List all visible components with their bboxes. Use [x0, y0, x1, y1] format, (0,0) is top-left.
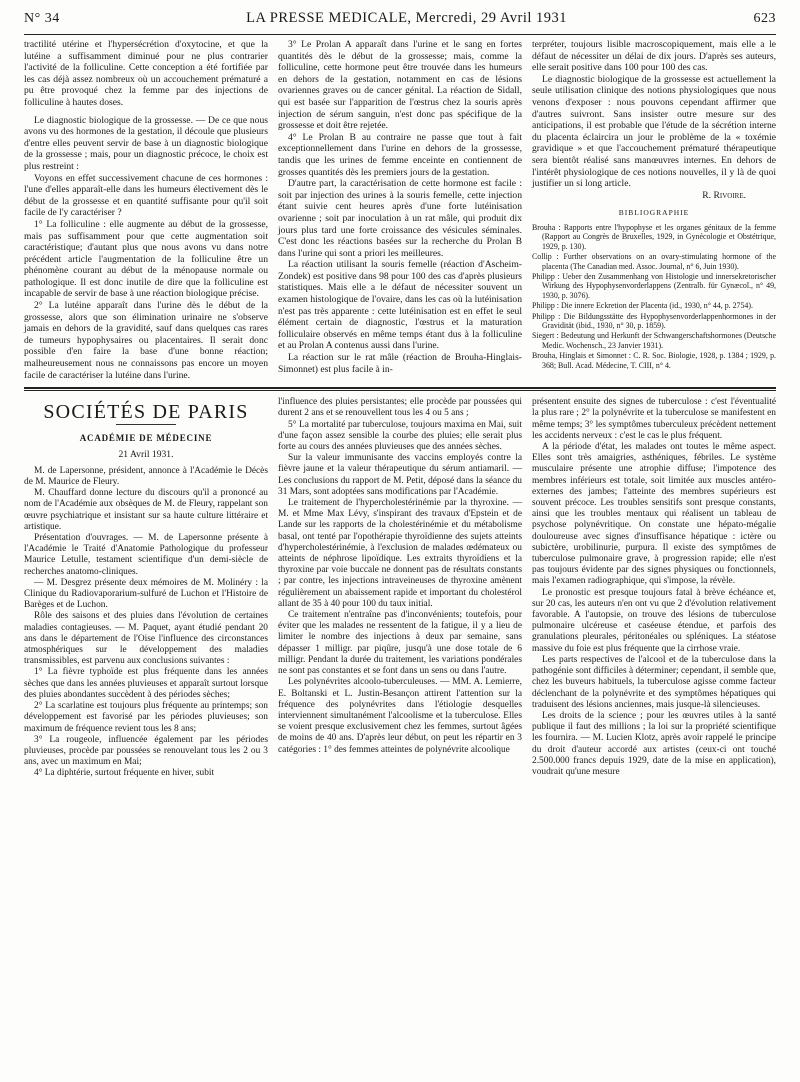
bibliography-entry: Philipp : Die Bildungsstätte des Hypophysenvorderlappenhormones in der Gravidität (ibid., 1930, n° 30, p. 1859).	[532, 311, 776, 330]
section-divider	[24, 387, 776, 391]
paragraph: Le traitement de l'hypercholestérinémie par la thyroxine. — M. et Mme Max Lévy, s'inspirant des travaux d'Epstein et de Lande sur les rapports de la cholestérinémie et du métabolisme basal, ont tenté par l'opothérapie thyroïdienne des sujets atteints d'hypercholestérinémie, à l'exclusion de malades œdémateux ou atteints de néphrose lipoïdique. Les extraits thyroïdiens et la thyroxine par voie buccale ne donnent pas de résultats constants ; par contre, les injections intraveineuses de thyroxine amènent régulièrement un abaissement rapide et important du cholestérol allant de 35 à 40 pour 100 du taux initial.	[278, 498, 522, 609]
society-columns	[24, 397, 776, 779]
title-rule	[116, 424, 176, 425]
session-date: 21 Avril 1931.	[118, 448, 174, 460]
paragraph: l'influence des pluies persistantes; elle procède par poussées qui durent 2 ans et se renouvellent tous les 4 ou 5 ans ;	[278, 397, 522, 419]
bibliography-entry: Brouha : Rapports entre l'hypophyse et les organes génitaux de la femme (Rapport au Congrès de Bruxelles, 1929, in Gynécologie et Obstétrique, 1929, p. 130).	[532, 222, 776, 251]
paragraph: tractilité utérine et l'hypersécrétion d'oxytocine, et que la lutéine a suffisamment diminué pour ne plus contrarier l'activité de la folliculine. Cette conception a été fortifiée par les cas déjà assez nombreux où un accouchement prématuré a pu être provoqué chez la femme par des injections de folliculine à hautes doses.	[24, 39, 268, 108]
journal-title-line	[246, 10, 567, 27]
header-rule	[24, 34, 776, 35]
society-column-1	[24, 397, 268, 779]
paragraph: 3° La rougeole, influencée également par les périodes pluvieuses, procède par poussées se renouvelant tous les 2 ou 3 ans, avec un maximum en Mai;	[24, 734, 268, 768]
article-column-2	[278, 39, 522, 381]
page-number: 623	[753, 11, 776, 26]
paragraph: Les polynévrites alcoolo-tuberculeuses. — MM. A. Lemierre, E. Boltanski et L. Justin-Besançon attirent l'attention sur la fréquence des polynévrites dans l'étiologie desquelles interviennent simultanément l'alcoolisme et la tuberculose. Elles se voient presque exclusivement chez les femmes, surtout âgées de moins de 40 ans. D'après leur début, on peut les répartir en 3 catégories : 1° des femmes atteintes de polynévrite alcoolique	[278, 677, 522, 755]
author-signature: R. Rivoire.	[702, 189, 746, 201]
paragraph: M. Chauffard donne lecture du discours qu'il a prononcé au nom de l'Académie aux obsèques de M. de Fleury, rappelant son œuvre psychiatrique et insistant sur sa haute culture littéraire et artistique.	[24, 488, 268, 532]
bibliography-entry: Philipp : Ueber den Zusammenhang von Histologie und innersekretorischer Wirkung des Hypophysenvorderlappens (Zentralb. für Gynæcol., n° 49, 1930, p. 3076).	[532, 271, 776, 300]
paragraph: Le diagnostic biologique de la grossesse est actuellement la seule utilisation clinique des notions physiologiques que nous venons d'exposer : nous pouvons cependant affirmer que d'autres suivront. Sans insister outre mesure sur des anticipations, il est probable que l'étude de la sécrétion interne du placenta éclaircira un jour le problème de la « toxémie gravidique » et que l'accouchement prématuré thérapeutique sera bientôt réalisé sans manœuvres internes. En dehors de l'intérêt physiologique de ces notions nouvelles, il y là de quoi justifier un si long article.	[532, 73, 776, 190]
paragraph-diagnostic: Le diagnostic biologique de la grossesse. — De ce que nous avons vu des hormones de la gestation, il découle que plusieurs d'entre elles peuvent servir de base à un diagnostic biologique de la grossesse ; mais, pour un diagnostic précoce, le choix est plus restreint :	[24, 114, 268, 172]
paragraph: présentent ensuite des signes de tuberculose : c'est l'éventualité la plus rare ; 2° la polynévrite et la tuberculose se manifestent en même temps; 3° les symptômes tuberculeux précèdent nettement les accidents nerveux : c'est le cas le plus fréquent.	[532, 397, 776, 441]
society-column-2	[278, 397, 522, 779]
paragraph: 4° Le Prolan B au contraire ne passe que tout à fait exceptionnellement dans l'urine en dehors de la grossesse, tandis que les urines de femme enceinte en contiennent de grosses quantités dès les premiers jours de la gestation.	[278, 131, 522, 178]
paragraph: A la période d'état, les malades ont toutes le même aspect. Elles sont très amaigries, asthéniques, fébriles. Le système musculaire présente une atrophie diffuse; l'impotence des membres inférieurs est totale, soit limitée aux muscles antéro-externes des jambes; l'atteinte des membres supérieurs est souvent précoce. Les troubles sensitifs sont presque constants, ainsi que les troubles mentaux qui réalisent un tableau de psychose polynévritique. On constate une hépato-mégalie douloureuse avec signes d'insuffisance hépatique : ictère ou subictère, urobilinurie, purpura. Il existe des symptômes de tuberculose pulmonaire grave, à progression rapide; elle n'est pas toujours évidente par des signes physiques ou fonctionnels, mais l'examen radiographique, qui s'impose, la révèle.	[532, 442, 776, 587]
bibliography-title: BIBLIOGRAPHIE	[618, 208, 690, 218]
paragraph: 2° La lutéine apparaît dans l'urine dès le début de la grossesse, alors que son élimination urinaire ne s'observe jamais en dehors de la gravidité, sauf dans quelques cas rares de tumeurs hypophysaires ou placentaires. Il serait donc possible d'en faire la base d'une bonne réaction; malheureusement nous ne connaissons pas encore un moyen facile de caractériser la lutéine dans l'urine.	[24, 300, 268, 381]
bibliography	[532, 223, 776, 370]
paragraph: Le pronostic est presque toujours fatal à brève échéance et, sur 20 cas, les auteurs n'en ont vu que 2 d'évolution relativement favorable. A l'autopsie, on trouve des lésions de tuberculose pulmonaire ulcéreuse et caséeuse étendue, et parfois des granulations pleurales, péritonéales ou spléniques. La stéatose massive du foie est plus fréquente que la cirrhose vraie.	[532, 587, 776, 654]
paragraph: La réaction sur le rat mâle (réaction de Brouha-Hinglais-Simonnet) est plus facile à in-	[278, 352, 522, 375]
article-column-1	[24, 39, 268, 381]
bibliography-entry: Siegert : Bedeutung und Herkunft der Schwangerschaftshormones (Deutsche Medic. Wochensch., 23 Janvier 1931).	[532, 331, 776, 350]
academy-heading: ACADÉMIE DE MÉDECINE	[79, 433, 213, 444]
section-title: SOCIÉTÉS DE PARIS	[43, 401, 249, 424]
paragraph: 5° La mortalité par tuberculose, toujours maxima en Mai, suit d'une façon assez sensible la courbe des pluies; elle serait plus forte au cours des années pluvieuses que des années sèches.	[278, 419, 522, 453]
paragraph: 1° La fièvre typhoïde est plus fréquente dans les années sèches que dans les années pluvieuses et apparaît surtout lorsque des pluies abondantes succèdent à des périodes sèches;	[24, 667, 268, 700]
paragraph: 3° Le Prolan A apparaît dans l'urine et le sang en fortes quantités dès le début de la grossesse; mais, comme la folliculine, cette hormone peut être trouvée dans les humeurs en dehors de la gestation, notamment en cas de lésions ovariennes graves ou de cancer génital. La réaction de Sidall, qui est basée sur l'apparition de l'œstrus chez la souris après injection de sérum sanguin, n'est donc pas spécifique de la grossesse et doit être rejetée.	[278, 39, 522, 132]
paragraph: Les droits de la science ; pour les œuvres utiles à la santé publique il faut des millions ; la loi sur la propriété scientifique les fournira. — M. Lucien Klotz, après avoir rappelé le principe du droit d'auteur accordé aux artistes (ceux-ci ont touché 2.500.000 francs depuis 1929, date de la mise en application), voudrait qu'une mesure	[532, 710, 776, 777]
journal-title: LA PRESSE MEDICALE,	[246, 10, 412, 26]
paragraph: Ce traitement n'entraîne pas d'inconvénients; toutefois, pour éviter que les malades ne ressentent de la fatigue, il y a lieu de limiter le nombre des injections à deux par semaine, sans dépasser 1 milligr. par piqûre, jusqu'à une dose totale de 6 milligr. Pendant la durée du traitement, les variations pondérales ne sont pas constantes et se font dans un sens ou dans l'autre.	[278, 610, 522, 677]
paragraph: Rôle des saisons et des pluies dans l'évolution de certaines maladies contagieuses. — M. Paquet, ayant étudié pendant 20 ans dans le département de l'Oise l'influence des circonstances atmosphériques sur le développement des maladies transmissibles, est parvenu aux conclusions suivantes :	[24, 611, 268, 667]
paragraph: terpréter, toujours lisible macroscopiquement, mais elle a le défaut de nécessiter un délai de dix jours. D'après ses auteurs, elle serait positive dans 100 pour 100 des cas.	[532, 39, 776, 74]
paragraph: Sur la valeur immunisante des vaccins employés contre la fièvre jaune et la valeur thérapeutique du sérum antiamaril. — Les conclusions du rapport de M. Petit, déposé dans la séance du 31 Mars, sont adoptées sans modifications par l'Académie.	[278, 453, 522, 497]
paragraph: 1° La folliculine : elle augmente au début de la grossesse, mais pas suffisamment pour que cette augmentation soit caractéristique; d'autant plus que nous avons vu dans notre précédent article l'augmentation de la folliculine être un phénomène courant au début de la ménopause normale ou pathologique. Il est donc inutile de dire que la folliculine est incapable de servir de base à une réaction biologique précise.	[24, 218, 268, 300]
paragraph: Les parts respectives de l'alcool et de la tuberculose dans la pathogénie sont difficiles à déterminer; cependant, il semble que, chez les buveurs habituels, la tuberculose agisse comme facteur déclenchant de la polynévrite et des symptômes hépatiques qui traduisent des lésions anciennes, mais jusque-là silencieuses.	[532, 654, 777, 710]
article-column-3	[532, 39, 776, 381]
society-column-3	[532, 397, 776, 779]
bibliography-entry: Brouha, Hinglais et Simonnet : C. R. Soc. Biologie, 1928, p. 1384 ; 1929, p. 368; Bull. Acad. Médecine, T. CIII, n° 4.	[532, 351, 776, 370]
paragraph: M. de Lapersonne, président, annonce à l'Académie le Décès de M. Maurice de Fleury.	[24, 465, 268, 488]
paragraph: Présentation d'ouvrages. — M. de Lapersonne présente à l'Académie le Traité d'Anatomie Pathologique du professeur Maurice Letulle, testament scientifique d'un demi-siècle de recherches anatomo-cliniques.	[24, 533, 268, 577]
paragraph: La réaction utilisant la souris femelle (réaction d'Ascheim-Zondek) est positive dans 98 pour 100 des cas d'après plusieurs statistiques. Mais elle a le défaut de nécessiter souvent un examen histologique de l'ovaire, dans les cas où la lutéinisation n'est pas très apparente : cette lutéinisation est en effet le seul élément certain de diagnostic, l'œstrus et la maturation folliculaire observés en même temps étant dus à la folliculine et au Prolan A contenus aussi dans l'urine.	[278, 259, 522, 352]
bibliography-entry: Collip : Further observations on an ovary-stimulating hormone of the placenta (The Canadian med. Assoc. Journal, n° 6, Juin 1930).	[532, 252, 776, 271]
article-columns	[24, 39, 776, 381]
paragraph: 4° La diphtérie, surtout fréquente en hiver, subit	[34, 768, 215, 779]
running-header	[24, 10, 776, 32]
issue-number: N° 34	[24, 11, 60, 26]
paragraph: 2° La scarlatine est toujours plus fréquente au printemps; son développement est favorisé par les périodes pluvieuses; son maximum de fréquence revient tous les 8 ans;	[24, 701, 268, 734]
paragraph: D'autre part, la caractérisation de cette hormone est facile : soit par injection des urines à la souris femelle, cette injection étant suivie cent heures après d'une forte lutéinisation ovarienne ; soit par inoculation à un rat mâle, qui produit dix jours plus tard une forte croissance des vésicules séminales. C'est donc les réactions basées sur la recherche du Prolan B dans l'urine qui sont a priori les meilleures.	[278, 178, 522, 259]
issue-date: Mercredi, 29 Avril 1931	[415, 10, 568, 26]
paragraph: — M. Desgrez présente deux mémoires de M. Molinéry : la Clinique du Radiovaporarium-sulfuré de Luchon et l'Histoire de Barèges et de Luchon.	[24, 577, 268, 611]
bibliography-entry: Philipp : Die innere Eckretion der Placenta (id., 1930, n° 44, p. 2754).	[532, 301, 753, 311]
paragraph: Voyons en effet successivement chacune de ces hormones : l'une d'elles apparaît-elle dans les humeurs électivement dès le début de la grossesse et en quantité suffisante pour qu'il soit facile de l'y caractériser ?	[24, 172, 268, 219]
